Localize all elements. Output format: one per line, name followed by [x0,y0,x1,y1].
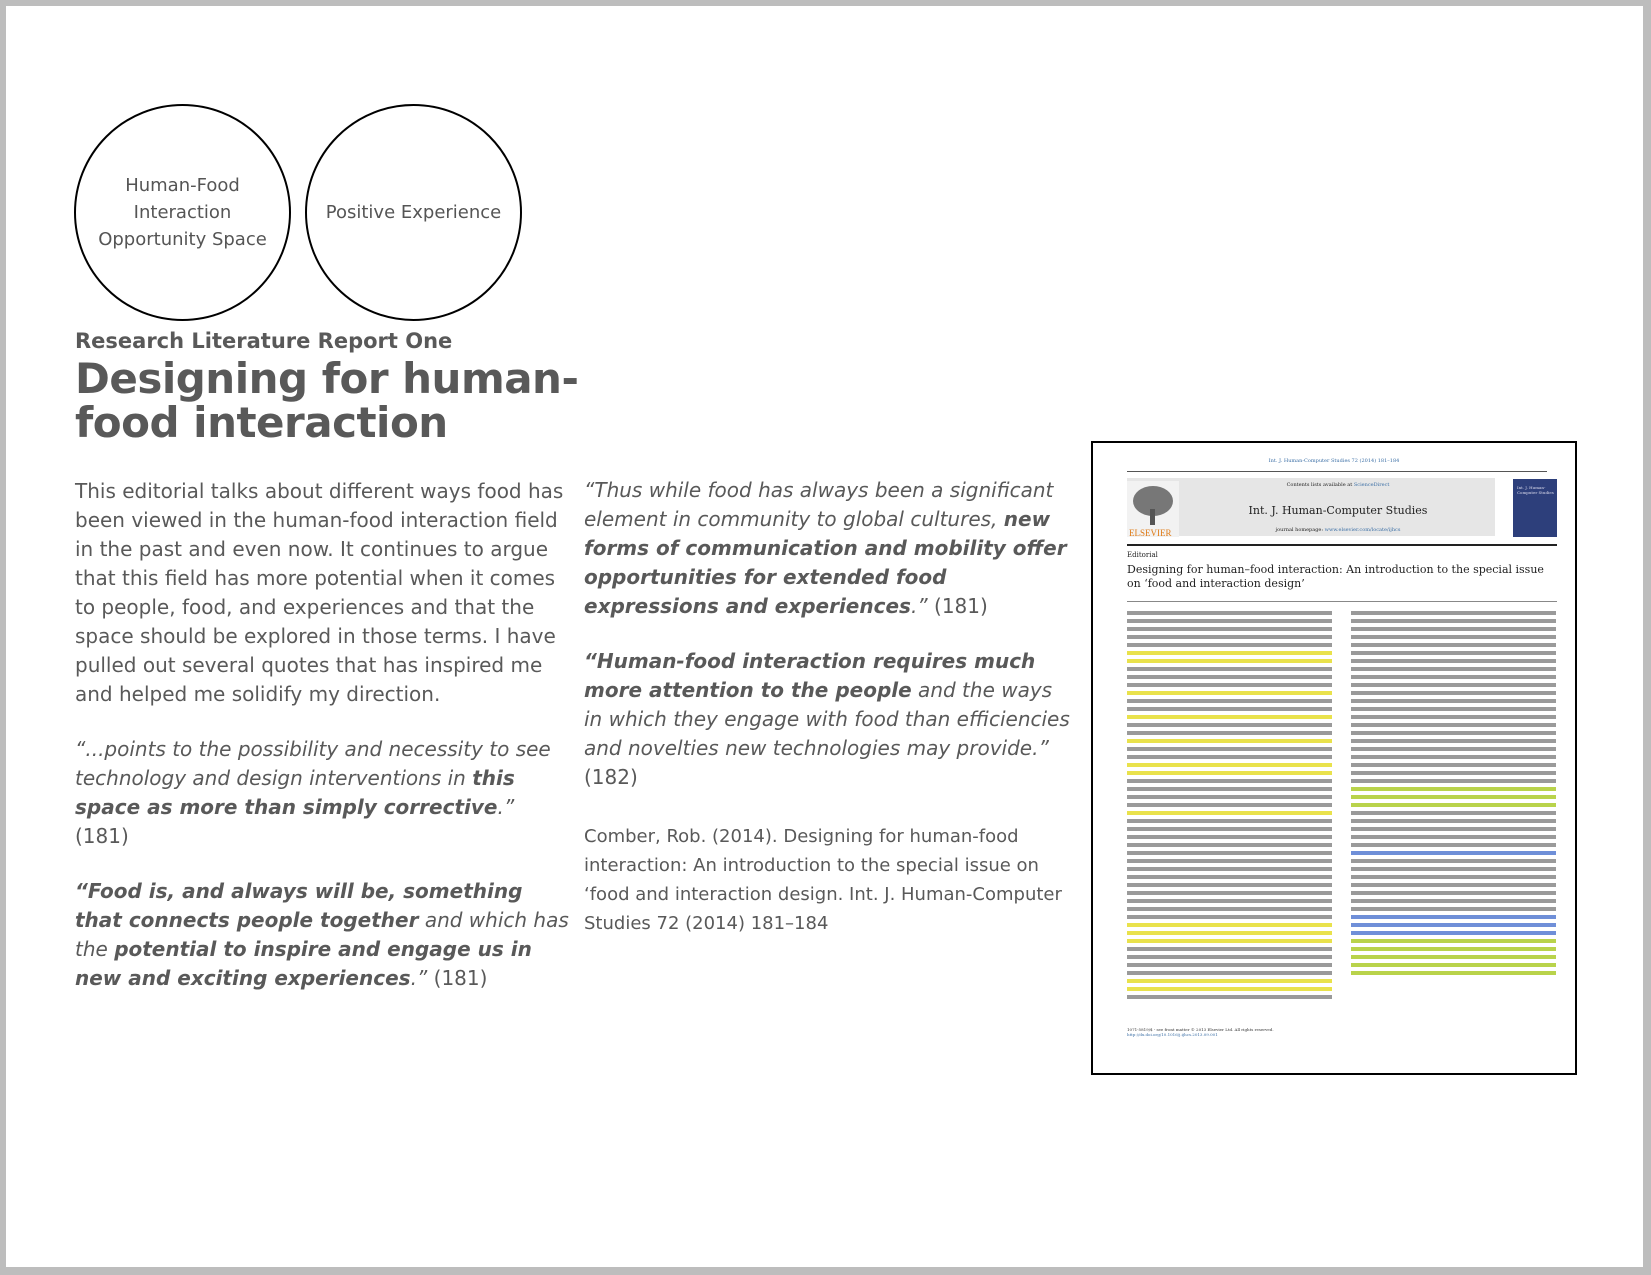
article-footer: 1071-5819/$ - see front matter © 2013 Elsevier Ltd. All rights reserved. http://dx.doi.org/10.1016/j.ijhcs.2013.09.001 [1127,1027,1274,1037]
quote-corrective: “...points to the possibility and necessity to see technology and design interventions in this space as more than simply corrective.” (181) [75,737,551,848]
contents-line: Contents lists available at ScienceDirect [1286,482,1390,488]
citation: Comber, Rob. (2014). Designing for human-food interaction: An introduction to the special issue on ‘food and interaction design. Int. J. Human-Computer Studies 72 (2014) 181–184 [584,826,1062,934]
report-subtitle: Research Literature Report One [75,329,453,353]
quote-communication-mobility: “Thus while food has always been a significant element in community to global cultures, new forms of communication and mobility offer opportunities for extended food expressions and experiences.” (181) [584,478,1067,618]
article-section: Editorial [1127,551,1158,559]
page-title: Designing for human-food interaction [75,354,579,447]
circle-label: Human-Food Interaction Opportunity Space [98,175,267,250]
left-column [75,477,570,1019]
quote-attention-people: “Human-food interaction requires much more attention to the people and the ways in which they engage with food than efficiencies and novelties new technologies may provide.” (182) [584,649,1070,789]
article-body-left [1127,611,1332,1003]
journal-homepage: journal homepage: www.elsevier.com/locate/ijhcs [1275,527,1401,533]
opportunity-space-circle [74,104,291,321]
intro-paragraph: This editorial talks about different ways food has been viewed in the human-food interaction field in the past and even now. It continues to argue that this field has more potential when it comes to people, food, and experiences and that the space should be explored in those terms. I have pulled out several quotes that has inspired me and helped me solidify my direction. [75,479,564,706]
article-title: Designing for human–food interaction: An introduction to the special issue on ‘food and interaction design’ [1127,563,1544,590]
quote-connects-people: “Food is, and always will be, something that connects people together and which has the potential to inspire and engage us in new and exciting experiences.” (181) [75,879,569,990]
circle-label: Positive Experience [325,202,502,223]
elsevier-wordmark: ELSEVIER [1129,528,1172,538]
journal-name: Int. J. Human-Computer Studies [1248,504,1428,517]
middle-column [584,476,1074,964]
article-preview [1091,441,1577,1075]
journal-reference: Int. J. Human-Computer Studies 72 (2014) 181–184 [1268,458,1400,464]
article-body-right [1351,611,1556,979]
positive-experience-circle [305,104,522,321]
journal-cover: Int. J. Human-Computer Studies [1513,479,1557,537]
poster-page [6,6,1643,1267]
